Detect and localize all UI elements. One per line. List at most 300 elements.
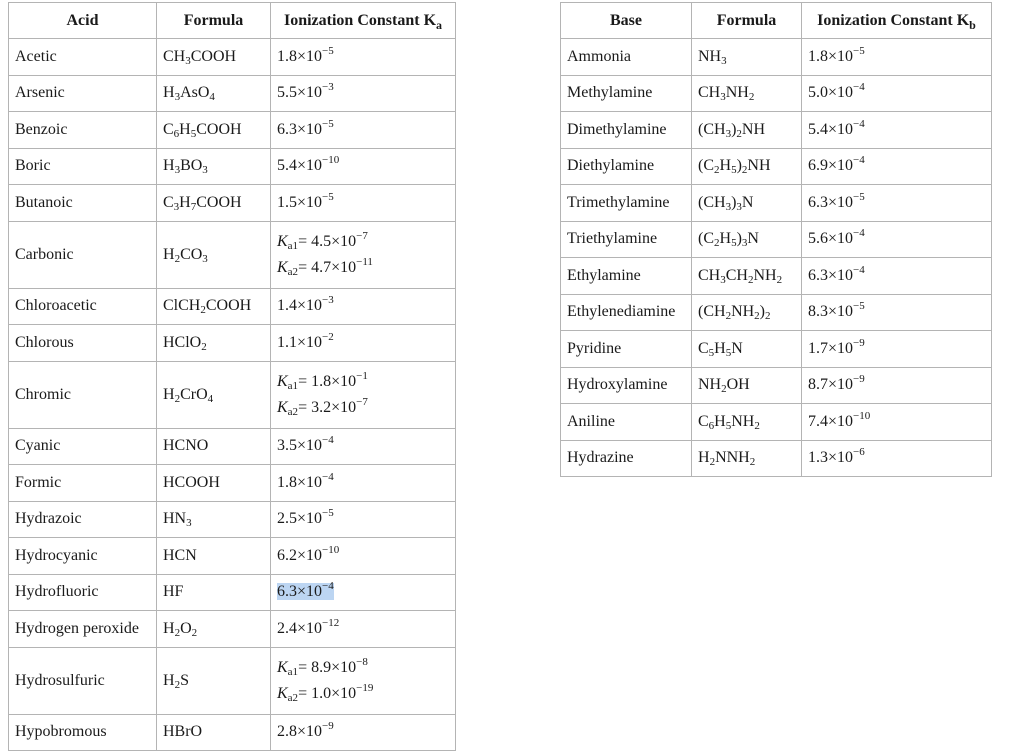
- constant-line: [277, 681, 449, 707]
- mantissa: 1.8×10: [277, 47, 323, 65]
- formula-part: CrO: [180, 385, 208, 403]
- formula-part: (CH: [698, 303, 726, 321]
- base-name: Hydrazine: [561, 440, 692, 477]
- constant-line: [277, 117, 449, 139]
- base-ionization-constant: [802, 221, 992, 258]
- formula-subscript: 2: [776, 273, 783, 286]
- formula-subscript: 3: [202, 252, 208, 265]
- exponent: −1: [356, 369, 368, 382]
- base-row: [561, 148, 992, 185]
- exponent: −5: [853, 300, 865, 313]
- base-ionization-constant: [802, 367, 992, 404]
- formula-part: H: [179, 193, 191, 211]
- formula-part: H: [719, 230, 732, 248]
- formula-part: HN: [163, 510, 187, 528]
- formula-subscript: 3: [186, 517, 192, 530]
- constant-line: [277, 395, 449, 421]
- exponent: −5: [322, 44, 334, 57]
- formula-part: COOH: [205, 297, 252, 315]
- base-formula: [692, 39, 802, 76]
- mantissa: 1.3×10: [808, 449, 854, 467]
- formula-subscript: 2: [765, 310, 771, 323]
- formula-part: NH: [698, 376, 722, 394]
- formula-part: N: [731, 339, 743, 357]
- acid-row: [9, 428, 456, 465]
- formula-part: H: [163, 671, 175, 689]
- exponent: −4: [853, 227, 865, 240]
- acid-formula: [157, 39, 271, 76]
- base-formula-header: Formula: [692, 3, 802, 39]
- formula-part: ): [731, 120, 737, 138]
- base-ionization-constant: [802, 75, 992, 112]
- constant-line: [808, 300, 985, 321]
- formula-subscript: 2: [754, 419, 760, 432]
- base-ionization-constant: [802, 440, 992, 477]
- base-formula: [692, 221, 802, 258]
- formula-subscript: 3: [202, 164, 208, 177]
- acid-ionization-constant: [271, 714, 456, 751]
- formula-subscript: 4: [209, 91, 215, 104]
- constant-line: [808, 44, 985, 66]
- k-subscript: a2: [287, 405, 299, 418]
- formula-part: ): [731, 193, 737, 211]
- k-subscript: a2: [287, 265, 299, 278]
- formula-part: N: [741, 193, 754, 211]
- acid-name: Arsenic: [9, 75, 157, 112]
- formula-subscript: 2: [174, 252, 181, 265]
- mantissa: 1.8×10: [808, 47, 854, 65]
- formula-subscript: 3: [173, 200, 180, 213]
- mantissa: 1.8×10: [277, 473, 323, 491]
- formula-part: COOH: [196, 120, 242, 138]
- acid-ionization-constant: [271, 428, 456, 465]
- formula-part: COOH: [190, 47, 237, 65]
- mantissa: = 8.9×10: [298, 658, 357, 676]
- mantissa: = 4.7×10: [298, 258, 357, 276]
- base-ionization-table: [560, 2, 992, 477]
- formula-part: H: [163, 157, 175, 175]
- formula-part: HClO: [163, 333, 202, 351]
- acid-ionization-constant: [271, 148, 456, 185]
- base-name: Pyridine: [561, 331, 692, 368]
- base-ionization-constant: [802, 404, 992, 441]
- formula-subscript: 2: [174, 678, 181, 691]
- base-formula: [692, 185, 802, 222]
- exponent: −5: [322, 117, 334, 130]
- formula-part: C: [698, 412, 709, 430]
- base-formula: [692, 331, 802, 368]
- acid-formula: [157, 538, 271, 575]
- acid-row: [9, 647, 456, 714]
- mantissa: 1.1×10: [277, 333, 323, 351]
- mantissa: 8.3×10: [808, 303, 854, 321]
- formula-part: CH: [163, 47, 186, 65]
- base-formula: [692, 294, 802, 331]
- formula-part: NH: [741, 120, 765, 138]
- formula-part: CH: [725, 266, 748, 284]
- acid-row: [9, 538, 456, 575]
- base-name: Ammonia: [561, 39, 692, 76]
- acid-name: Hydrazoic: [9, 501, 157, 538]
- formula-part: CH: [698, 266, 721, 284]
- base-row: [561, 404, 992, 441]
- mantissa: 8.7×10: [808, 376, 854, 394]
- formula-part: ): [759, 303, 765, 321]
- formula-part: H: [163, 84, 175, 102]
- constant-line: [808, 154, 985, 175]
- k-symbol: K: [277, 398, 288, 416]
- acid-name: Chromic: [9, 361, 157, 428]
- formula-subscript: 2: [741, 164, 748, 177]
- exponent: −9: [322, 720, 334, 733]
- k-subscript: a1: [287, 665, 299, 678]
- acid-name: Hydrogen peroxide: [9, 611, 157, 648]
- base-row: [561, 39, 992, 76]
- mantissa: 1.4×10: [277, 297, 323, 315]
- acid-header-row: [9, 3, 456, 39]
- exponent: −5: [322, 190, 334, 203]
- base-row: [561, 331, 992, 368]
- formula-subscript: 6: [708, 419, 715, 432]
- constant-line: [808, 373, 985, 394]
- constant-line: [277, 229, 449, 255]
- constant-line: [277, 294, 449, 315]
- formula-part: H: [714, 339, 726, 357]
- acid-formula: [157, 647, 271, 714]
- acid-formula: [157, 361, 271, 428]
- acid-name: Hydrofluoric: [9, 574, 157, 611]
- acid-constant-header: [271, 3, 456, 39]
- acid-row: [9, 714, 456, 751]
- base-name: Diethylamine: [561, 148, 692, 185]
- k-symbol: K: [277, 258, 288, 276]
- formula-part: H: [714, 412, 726, 430]
- exponent: −12: [322, 616, 340, 629]
- acid-formula: [157, 574, 271, 611]
- exponent: −5: [853, 44, 865, 57]
- acid-ionization-constant: [271, 574, 456, 611]
- formula-part: CO: [180, 245, 203, 263]
- base-row: [561, 185, 992, 222]
- mantissa: 1.5×10: [277, 193, 323, 211]
- exponent: −2: [322, 330, 334, 343]
- base-name: Aniline: [561, 404, 692, 441]
- formula-subscript: 3: [174, 91, 181, 104]
- formula-subscript: 2: [725, 310, 732, 323]
- formula-part: H: [698, 449, 710, 467]
- acid-name: Hypobromous: [9, 714, 157, 751]
- base-ionization-constant: [802, 148, 992, 185]
- acid-formula: [157, 501, 271, 538]
- base-formula: [692, 75, 802, 112]
- base-ionization-constant: [802, 112, 992, 149]
- acid-ionization-constant: [271, 611, 456, 648]
- acid-name-header: Acid: [9, 3, 157, 39]
- base-formula: [692, 112, 802, 149]
- formula-subscript: 3: [721, 54, 727, 67]
- formula-subscript: 2: [754, 310, 760, 323]
- k-symbol: K: [277, 372, 288, 390]
- constant-line: [808, 81, 985, 102]
- exponent: −19: [356, 681, 374, 694]
- acid-formula: [157, 325, 271, 362]
- mantissa: 5.0×10: [808, 84, 854, 102]
- exponent: −4: [853, 117, 865, 130]
- acid-row: [9, 288, 456, 325]
- base-name: Methylamine: [561, 75, 692, 112]
- exponent: −3: [322, 294, 334, 307]
- formula-subscript: 3: [741, 237, 748, 250]
- base-row: [561, 221, 992, 258]
- acid-row: [9, 574, 456, 611]
- base-row: [561, 440, 992, 477]
- acid-row: [9, 325, 456, 362]
- acid-formula: [157, 185, 271, 222]
- formula-subscript: 3: [185, 54, 191, 67]
- acid-name: Cyanic: [9, 428, 157, 465]
- formula-part: C: [163, 193, 174, 211]
- formula-subscript: 2: [747, 273, 754, 286]
- mantissa: = 3.2×10: [298, 398, 357, 416]
- formula-part: H: [179, 120, 191, 138]
- formula-part: H: [163, 385, 175, 403]
- constant-line: [277, 330, 449, 352]
- constant-line: [808, 263, 985, 285]
- base-name: Trimethylamine: [561, 185, 692, 222]
- exponent: −6: [853, 446, 865, 459]
- acid-formula: [157, 221, 271, 288]
- formula-subscript: 2: [174, 392, 181, 405]
- formula-subscript: 3: [720, 91, 726, 104]
- exponent: −8: [356, 655, 368, 668]
- base-name: Hydroxylamine: [561, 367, 692, 404]
- formula-part: S: [180, 671, 189, 689]
- base-constant-header: [802, 3, 992, 39]
- formula-subscript: 2: [749, 456, 756, 469]
- acid-constant-header-sub: a: [436, 17, 443, 32]
- selected-text-highlight[interactable]: [277, 580, 334, 601]
- exponent: −5: [853, 190, 865, 203]
- acid-formula: [157, 465, 271, 502]
- formula-subscript: 5: [708, 346, 715, 359]
- formula-part: O: [180, 619, 192, 637]
- acid-name: Butanoic: [9, 185, 157, 222]
- exponent: −9: [853, 373, 865, 386]
- acid-name: Carbonic: [9, 221, 157, 288]
- k-subscript: a1: [287, 239, 299, 252]
- formula-part: (C: [698, 230, 714, 248]
- k-symbol: K: [277, 658, 288, 676]
- formula-part: ): [736, 157, 742, 175]
- acid-ionization-constant: [271, 221, 456, 288]
- formula-subscript: 2: [736, 127, 742, 140]
- exponent: −4: [853, 154, 865, 167]
- formula-subscript: 2: [709, 456, 716, 469]
- base-formula: [692, 258, 802, 295]
- constant-line: [808, 446, 985, 467]
- formula-subscript: 2: [721, 383, 727, 396]
- base-formula: [692, 367, 802, 404]
- formula-part: C: [163, 120, 174, 138]
- formula-subscript: 3: [725, 200, 732, 213]
- base-header-row: [561, 3, 992, 39]
- constant-line: [277, 44, 449, 66]
- formula-part: C: [698, 339, 709, 357]
- formula-part: NH: [725, 84, 749, 102]
- mantissa: = 1.8×10: [298, 372, 357, 390]
- mantissa: 5.4×10: [808, 120, 854, 138]
- exponent: −4: [853, 81, 865, 94]
- exponent: −4: [853, 263, 865, 276]
- exponent: −4: [322, 580, 334, 593]
- formula-subscript: 3: [725, 127, 732, 140]
- acid-formula: [157, 428, 271, 465]
- formula-part: COOH: [196, 193, 242, 211]
- base-formula: [692, 404, 802, 441]
- constant-line: [277, 507, 449, 528]
- formula-subscript: 3: [736, 200, 742, 213]
- formula-part: OH: [726, 376, 750, 394]
- constant-line: [277, 255, 449, 281]
- mantissa: 6.2×10: [277, 546, 323, 564]
- acid-ionization-constant: [271, 288, 456, 325]
- formula-part: H: [163, 245, 175, 263]
- formula-part: HBrO: [163, 723, 203, 741]
- formula-subscript: 5: [731, 164, 737, 177]
- acid-ionization-constant: [271, 361, 456, 428]
- formula-subscript: 4: [207, 392, 214, 405]
- exponent: −7: [356, 395, 368, 408]
- k-symbol: K: [277, 232, 288, 250]
- exponent: −11: [356, 255, 373, 268]
- acid-ionization-constant: [271, 112, 456, 149]
- formula-part: HCOOH: [163, 473, 220, 491]
- mantissa: 6.9×10: [808, 157, 854, 175]
- constant-line: [277, 434, 449, 455]
- formula-subscript: 2: [748, 91, 755, 104]
- formula-subscript: 2: [714, 164, 720, 177]
- formula-subscript: 2: [714, 237, 720, 250]
- constant-line: [277, 190, 449, 212]
- acid-row: [9, 75, 456, 112]
- formula-subscript: 5: [731, 237, 737, 250]
- acid-formula: [157, 148, 271, 185]
- formula-subscript: 3: [174, 164, 181, 177]
- formula-subscript: 5: [725, 419, 732, 432]
- base-row: [561, 112, 992, 149]
- mantissa: = 4.5×10: [298, 232, 357, 250]
- constant-line: [277, 369, 449, 395]
- formula-part: ClCH: [163, 297, 201, 315]
- formula-part: NNH: [715, 449, 750, 467]
- mantissa: 6.3×10: [277, 120, 323, 138]
- base-ionization-constant: [802, 331, 992, 368]
- mantissa: 2.8×10: [277, 723, 323, 741]
- acid-name: Chloroacetic: [9, 288, 157, 325]
- formula-subscript: 7: [190, 200, 197, 213]
- mantissa: = 1.0×10: [298, 684, 357, 702]
- acid-formula: [157, 112, 271, 149]
- mantissa: 2.5×10: [277, 510, 323, 528]
- acid-name: Chlorous: [9, 325, 157, 362]
- constant-line: [808, 336, 985, 358]
- base-ionization-constant: [802, 185, 992, 222]
- formula-part: CH: [698, 84, 721, 102]
- formula-part: NH: [753, 266, 777, 284]
- formula-subscript: 2: [201, 340, 207, 353]
- base-name: Ethylamine: [561, 258, 692, 295]
- acid-ionization-constant: [271, 647, 456, 714]
- mantissa: 5.4×10: [277, 157, 323, 175]
- formula-part: N: [747, 230, 759, 248]
- base-ionization-constant: [802, 39, 992, 76]
- k-subscript: a2: [287, 691, 299, 704]
- mantissa: 6.3×10: [808, 266, 854, 284]
- acid-formula-header: Formula: [157, 3, 271, 39]
- constant-line: [808, 190, 985, 212]
- base-name: Ethylenediamine: [561, 294, 692, 331]
- formula-part: HCN: [163, 546, 197, 564]
- formula-part: NH: [731, 303, 755, 321]
- base-row: [561, 75, 992, 112]
- acid-constant-header-text: Ionization Constant K: [283, 11, 437, 29]
- base-row: [561, 258, 992, 295]
- formula-subscript: 6: [173, 127, 180, 140]
- acid-name: Hydrocyanic: [9, 538, 157, 575]
- acid-ionization-constant: [271, 39, 456, 76]
- formula-part: (C: [698, 157, 714, 175]
- acid-row: [9, 112, 456, 149]
- constant-line: [277, 580, 449, 601]
- formula-subscript: 2: [191, 626, 198, 639]
- base-constant-header-sub: b: [969, 17, 976, 32]
- constant-line: [277, 720, 449, 741]
- acid-formula: [157, 288, 271, 325]
- mantissa: 6.3×10: [808, 193, 854, 211]
- exponent: −10: [322, 543, 340, 556]
- acid-ionization-constant: [271, 325, 456, 362]
- acid-row: [9, 39, 456, 76]
- exponent: −10: [853, 409, 871, 422]
- constant-line: [277, 470, 449, 492]
- formula-subscript: 5: [190, 127, 197, 140]
- formula-part: HF: [163, 583, 184, 601]
- acid-row: [9, 361, 456, 428]
- mantissa: 1.7×10: [808, 339, 854, 357]
- base-name: Dimethylamine: [561, 112, 692, 149]
- constant-line: [808, 409, 985, 431]
- formula-subscript: 3: [720, 273, 726, 286]
- mantissa: 6.3×10: [277, 583, 323, 601]
- acid-row: [9, 501, 456, 538]
- acid-ionization-constant: [271, 185, 456, 222]
- constant-line: [277, 154, 449, 175]
- acid-ionization-table: [8, 2, 456, 751]
- base-formula: [692, 148, 802, 185]
- constant-line: [808, 117, 985, 139]
- constant-line: [277, 616, 449, 638]
- acid-row: [9, 148, 456, 185]
- formula-part: (CH: [698, 120, 726, 138]
- constant-line: [277, 81, 449, 102]
- formula-subscript: 2: [200, 304, 206, 317]
- exponent: −7: [356, 229, 368, 242]
- base-ionization-constant: [802, 294, 992, 331]
- k-subscript: a1: [287, 379, 299, 392]
- constant-line: [277, 655, 449, 681]
- formula-part: ): [736, 230, 742, 248]
- formula-part: (CH: [698, 193, 726, 211]
